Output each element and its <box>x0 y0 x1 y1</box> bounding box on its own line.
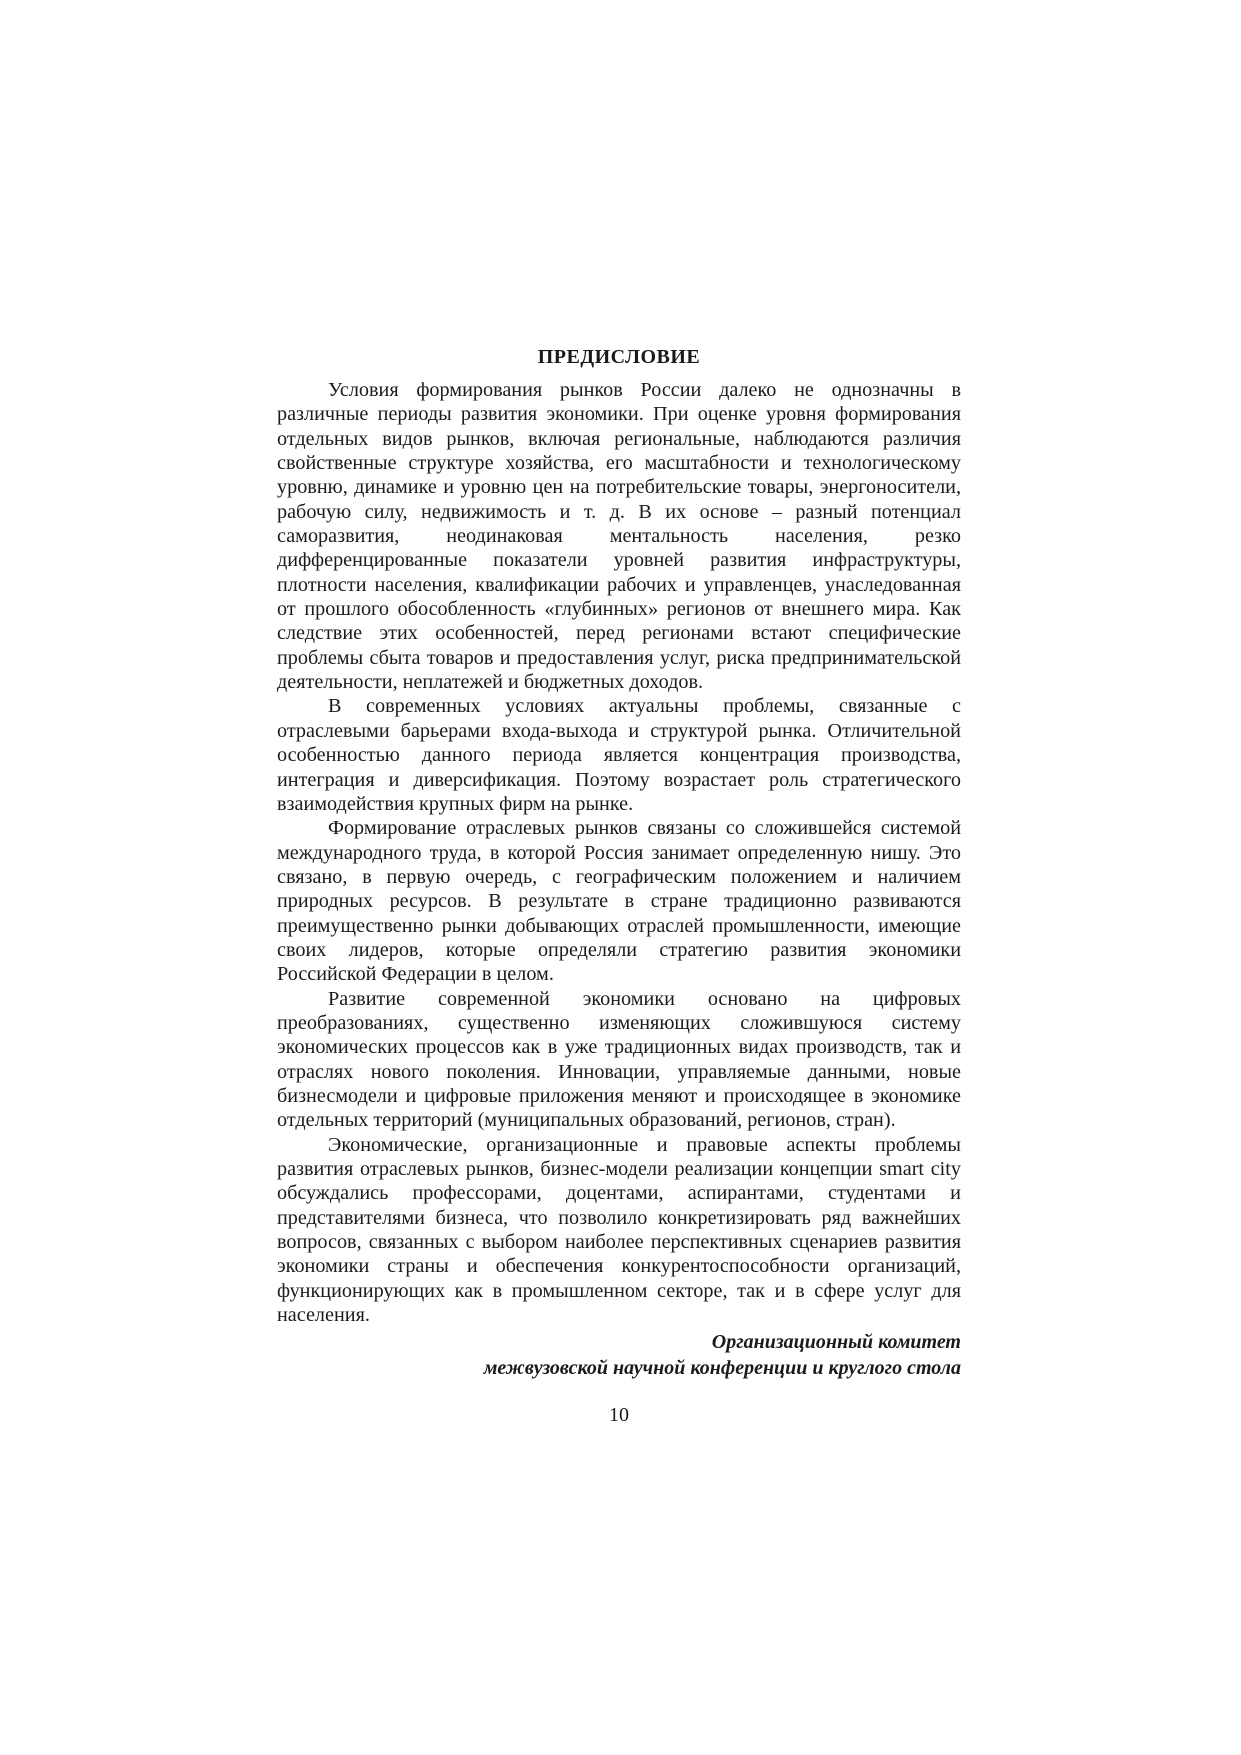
paragraph-5: Экономические, организационные и правовые аспекты проблемы развития отраслевых рынков, бизнес-модели реализации концепции smart city обсуждались профессорами, доцентами, аспирантами, студентами и представителями бизнеса, что позволило конкретизировать ряд важнейших вопросов, связанных с выбором наиболее перспективных сценариев развития экономики страны и обеспечения конкурентоспособности организаций, функционирующих как в промышленном секторе, так и в сфере услуг для населения. <box>277 1133 961 1327</box>
paragraph-4: Развитие современной экономики основано на цифровых преобразованиях, существенно изменяющих сложившуюся систему экономических процессов как в уже традиционных видах производств, так и отраслях нового поколения. Инновации, управляемые данными, новые бизнесмодели и цифровые приложения меняют и происходящее в экономике отдельных территорий (муниципальных образований, регионов, стран). <box>277 987 961 1132</box>
document-page <box>277 345 961 1427</box>
signature-line-committee: Организационный комитет <box>711 1331 961 1354</box>
signature-block <box>277 1329 961 1381</box>
paragraph-1: Условия формирования рынков России далеко не однозначны в различные периоды развития экономики. При оценке уровня формирования отдельных видов рынков, включая региональные, наблюдаются различия свойственные структуре хозяйства, его масштабности и технологическому уровню, динамике и уровню цен на потребительские товары, энергоносители, рабочую силу, недвижимость и т. д. В их основе – разный потенциал саморазвития, неодинаковая ментальность населения, резко дифференцированные показатели уровней развития инфраструктуры, плотности населения, квалификации рабочих и управленцев, унаследованная от прошлого обособленность «глубинных» регионов от внешнего мира. Как следствие этих особенностей, перед регионами встают специфические проблемы сбыта товаров и предоставления услуг, риска предпринимательской деятельности, неплатежей и бюджетных доходов. <box>277 379 961 694</box>
paragraph-2: В современных условиях актуальны проблемы, связанные с отраслевыми барьерами входа-выхода и структурой рынка. Отличительной особенностью данного периода является концентрация производства, интеграция и диверсификация. Поэтому возрастает роль стратегического взаимодействия крупных фирм на рынке. <box>277 695 961 815</box>
paragraph-3: Формирование отраслевых рынков связаны со сложившейся системой международного труда, в которой Россия занимает определенную нишу. Это связано, в первую очередь, с географическим положением и наличием природных ресурсов. В результате в стране традиционно развиваются преимущественно рынки добывающих отраслей промышленности, имеющие своих лидеров, которые определяли стратегию развития экономики Российской Федерации в целом. <box>277 817 961 986</box>
signature-line-conference: межвузовской научной конференции и круглого стола <box>483 1357 961 1380</box>
page-title: ПРЕДИСЛОВИЕ <box>537 346 701 368</box>
page-number: 10 <box>609 1404 629 1427</box>
